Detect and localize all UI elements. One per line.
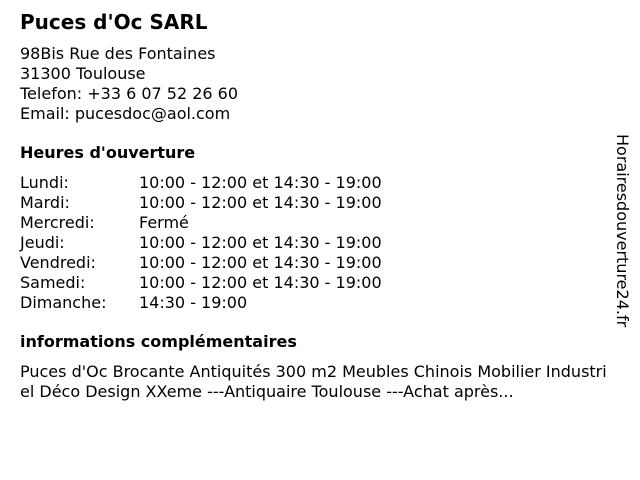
hours-day: Vendredi: <box>20 253 96 272</box>
hours-row-wednesday <box>20 213 620 233</box>
hours-day: Mercredi: <box>20 213 95 232</box>
hours-row-tuesday <box>20 193 620 213</box>
additional-info-text: Puces d'Oc Brocante Antiquités 300 m2 Meubles Chinois Mobilier Industriel Déco Design XXeme ---Antiquaire Toulouse ---Achat après... <box>20 362 607 401</box>
opening-hours-heading: Heures d'ouverture <box>20 143 196 162</box>
hours-day: Mardi: <box>20 193 70 212</box>
hours-day: Lundi: <box>20 173 69 192</box>
address-street: 98Bis Rue des Fontaines <box>20 44 216 63</box>
hours-row-monday <box>20 173 620 193</box>
hours-time: 10:00 - 12:00 et 14:30 - 19:00 <box>139 253 382 272</box>
hours-day: Dimanche: <box>20 293 107 312</box>
additional-info-heading: informations complémentaires <box>20 332 297 351</box>
hours-row-saturday <box>20 273 620 293</box>
hours-time: Fermé <box>139 213 189 232</box>
hours-time: 10:00 - 12:00 et 14:30 - 19:00 <box>139 233 382 252</box>
opening-hours-table <box>20 173 620 313</box>
address-block <box>20 44 620 124</box>
hours-day: Jeudi: <box>20 233 65 252</box>
email-address: Email: pucesdoc@aol.com <box>20 104 231 123</box>
hours-time: 10:00 - 12:00 et 14:30 - 19:00 <box>139 193 382 212</box>
address-city: 31300 Toulouse <box>20 64 146 83</box>
hours-row-thursday <box>20 233 620 253</box>
hours-time: 14:30 - 19:00 <box>139 293 248 312</box>
hours-time: 10:00 - 12:00 et 14:30 - 19:00 <box>139 173 382 192</box>
hours-row-sunday <box>20 293 620 313</box>
business-name: Puces d'Oc SARL <box>20 10 208 34</box>
hours-time: 10:00 - 12:00 et 14:30 - 19:00 <box>139 273 382 292</box>
phone-number: Telefon: +33 6 07 52 26 60 <box>20 84 239 103</box>
hours-day: Samedi: <box>20 273 86 292</box>
business-card <box>20 8 620 402</box>
site-branding: Horairesdouverture24.fr <box>613 134 632 328</box>
hours-row-friday <box>20 253 620 273</box>
